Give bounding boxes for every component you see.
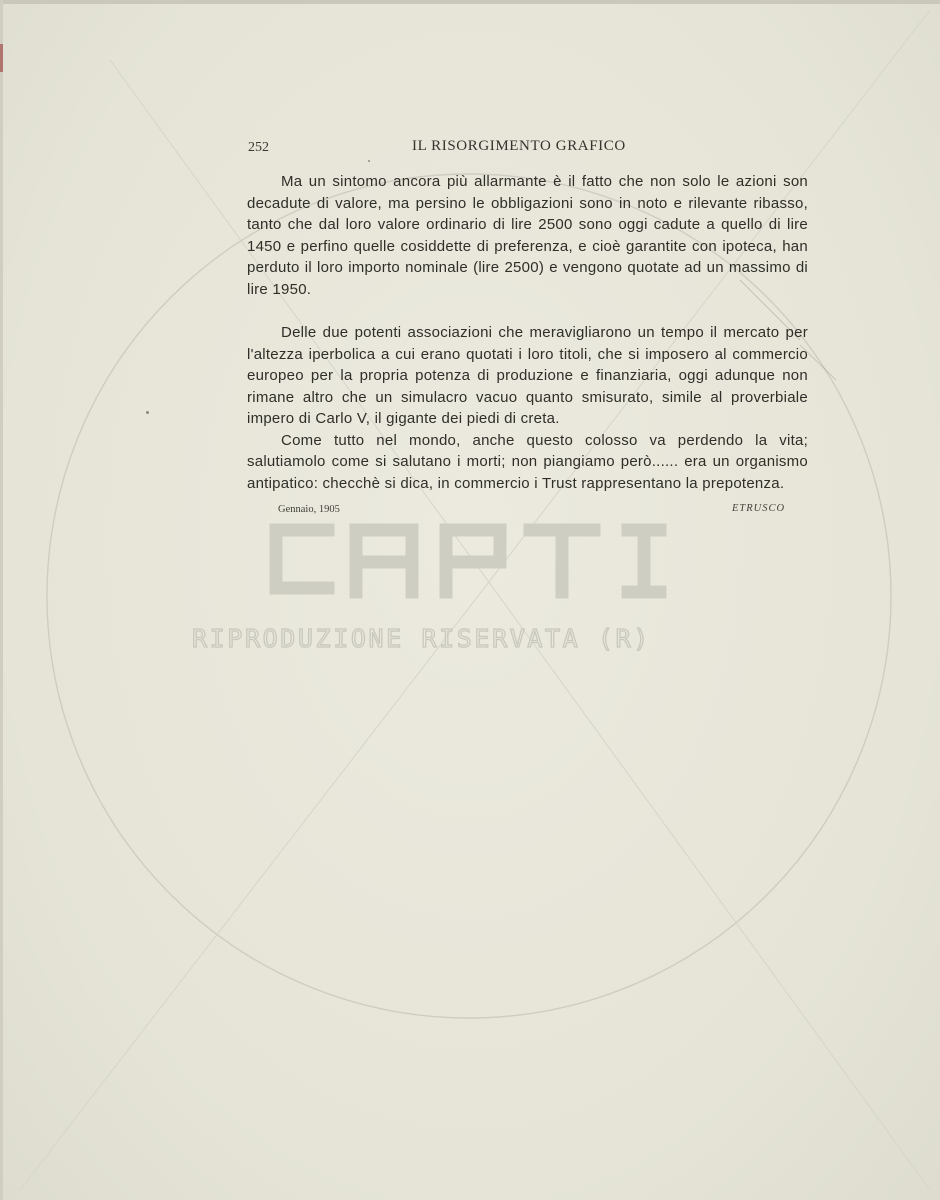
running-title: IL RISORGIMENTO GRAFICO: [412, 138, 626, 154]
paragraph-3: Come tutto nel mondo, anche questo colosso va perdendo la vita; salutiamolo come si salutano i morti; non piangiamo però...... era un organismo antipatico: checchè si dica, in commercio i Trust rappresentano la prepotenza.: [247, 431, 808, 492]
page-number: 252: [248, 140, 269, 155]
article-body: [247, 171, 808, 494]
paper-speck: [368, 160, 370, 162]
paragraph-1: Ma un sintomo ancora più allarmante è il fatto che non solo le azioni son decadute di valore, ma persino le obbligazioni sono in noto e rilevante ribasso, tanto che dal loro valore ordinario di lire 2500 sono oggi cadute a quello di lire 1450 e perfino quelle cosiddette di preferenza, e cioè garantite con ipoteca, han perduto il loro importo nominale (lire 2500) e vengono quotate ad un massimo di lire 1950.: [247, 173, 808, 298]
paper-speck: [146, 411, 149, 414]
capti-logo-watermark: [262, 520, 682, 600]
signature-date: Gennaio, 1905: [278, 504, 340, 515]
paragraph-2: Delle due potenti associazioni che meravigliarono un tempo il mercato per l'altezza iperbolica a cui erano quotati i loro titoli, che si imposero al commercio europeo per la propria potenza di produzione e finanziaria, oggi adunque non rimane altro che un simulacro vacuo quanto smisurato, simile al proverbiale impero di Carlo V, il gigante dei piedi di creta.: [247, 324, 808, 427]
page-header: [248, 138, 808, 160]
signature-author: ETRUSCO: [732, 503, 786, 514]
watermark-caption: RIPRODUZIONE RISERVATA (R): [192, 624, 651, 653]
